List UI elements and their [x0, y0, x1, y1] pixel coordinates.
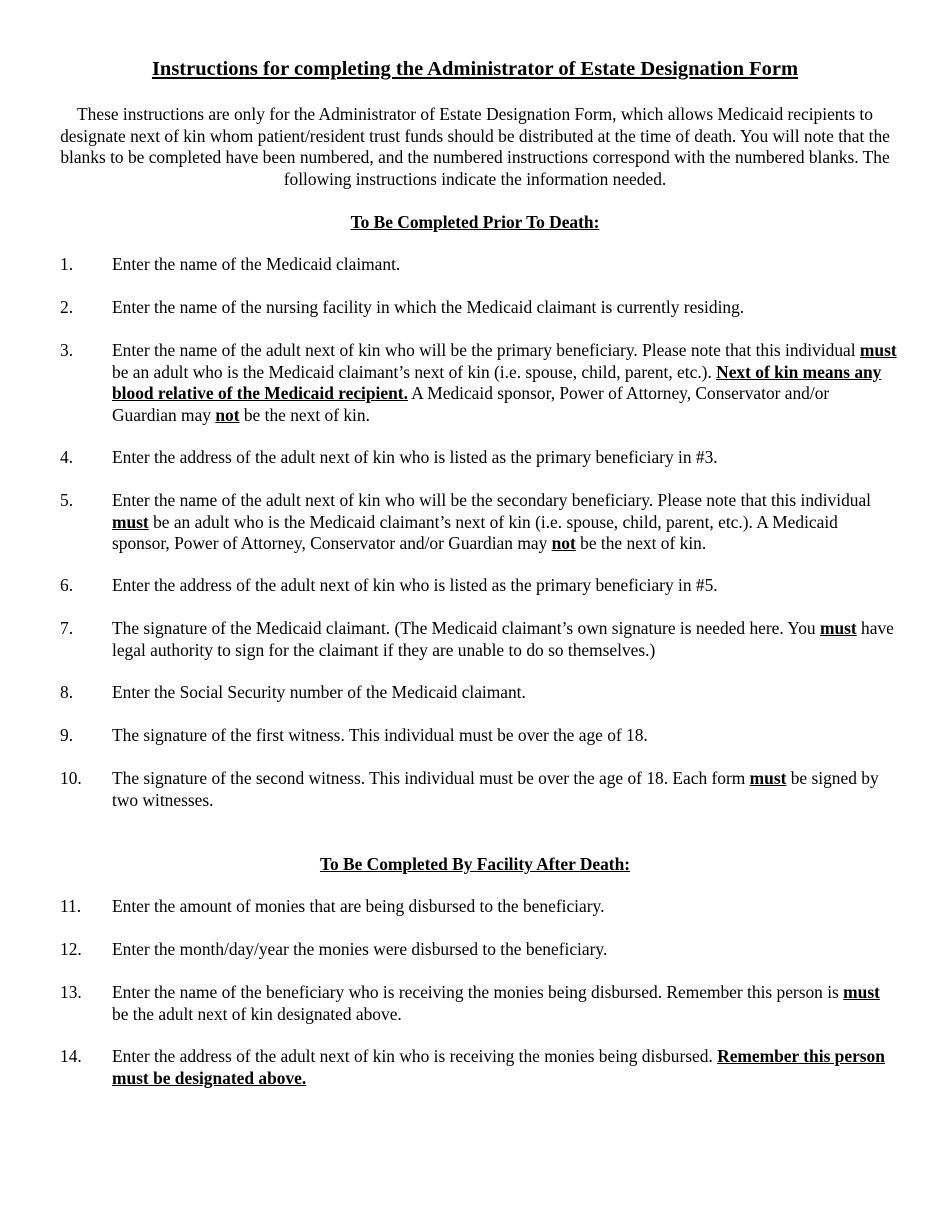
- item-text: Enter the name of the nursing facility in which the Medicaid claimant is currently residing.: [112, 297, 745, 317]
- item-text: Enter the address of the adult next of kin who is listed as the primary beneficiary in #5.: [112, 575, 718, 595]
- instruction-item-4: [60, 447, 898, 469]
- item-text-part: Enter the address of the adult next of kin who is receiving the monies being disbursed.: [112, 1046, 718, 1066]
- item-text: Enter the month/day/year the monies were disbursed to the beneficiary.: [112, 939, 608, 959]
- section-heading-prior-to-death: To Be Completed Prior To Death:: [350, 212, 600, 232]
- instruction-item-10: [60, 768, 898, 811]
- item-text: [112, 340, 898, 426]
- instruction-item-3: [60, 340, 898, 426]
- emphasis-remember: Remember this person must be designated above.: [112, 1046, 885, 1088]
- item-number: 8.: [60, 682, 74, 702]
- emphasis-must: must: [843, 982, 880, 1002]
- instruction-item-6: [60, 575, 898, 597]
- item-text-part: have legal authority to sign for the claimant if they are unable to do so themselves.): [112, 618, 894, 660]
- item-text-part: Enter the name of the beneficiary who is receiving the monies being disbursed. Remember this person is: [112, 982, 844, 1002]
- instruction-item-14: [60, 1046, 898, 1089]
- item-text-part: be the next of kin.: [239, 404, 370, 425]
- item-number: 11.: [60, 896, 82, 916]
- emphasis-not: not: [551, 533, 576, 553]
- instruction-item-11: [60, 896, 898, 918]
- item-number: 12.: [60, 939, 82, 959]
- item-number: 2.: [60, 297, 74, 317]
- instruction-item-5: [60, 490, 898, 555]
- item-text: [112, 982, 898, 1025]
- item-text: [112, 618, 898, 661]
- item-text-part: be the adult next of kin designated above.: [112, 1003, 402, 1024]
- item-text-part: be the next of kin.: [575, 533, 707, 553]
- item-text-part: be an adult who is the Medicaid claimant’s next of kin (i.e. spouse, child, parent, etc.).: [112, 361, 717, 382]
- item-number: 1.: [60, 254, 74, 274]
- item-text-part: Enter the name of the adult next of kin who will be the primary beneficiary. Please note that this individual: [112, 340, 860, 360]
- instruction-item-8: [60, 682, 898, 704]
- item-text: The signature of the first witness. This individual must be over the age of 18.: [112, 725, 648, 745]
- instruction-item-9: [60, 725, 898, 747]
- item-text: [112, 490, 898, 555]
- intro-paragraph: These instructions are only for the Administrator of Estate Designation Form, which allows Medicaid recipients to designate next of kin whom patient/resident trust funds should be distributed at the time of death. You will note that the blanks to be completed have been numbered, and the numbered instructions correspond with the numbered blanks. The following instructions indicate the information needed.: [60, 104, 890, 189]
- emphasis-next-of-kin-definition: Next of kin means any blood relative of the Medicaid recipient.: [112, 361, 882, 403]
- instruction-item-12: [60, 939, 898, 961]
- item-text-part: be signed by two witnesses.: [112, 768, 879, 810]
- emphasis-must: must: [749, 768, 787, 788]
- item-number: 3.: [60, 340, 74, 360]
- emphasis-not: not: [215, 404, 240, 425]
- item-number: 9.: [60, 725, 74, 745]
- section-heading-after-death: To Be Completed By Facility After Death:: [319, 854, 631, 874]
- item-text-part: The signature of the Medicaid claimant. (The Medicaid claimant’s own signature is needed here. You: [112, 618, 820, 638]
- item-text-part: be an adult who is the Medicaid claimant’s next of kin (i.e. spouse, child, parent, etc.). A Medicaid sponsor, Power of Attorney, Conservator and/or Guardian may: [112, 511, 838, 553]
- emphasis-must: must: [819, 618, 857, 638]
- instruction-item-7: [60, 618, 898, 661]
- item-text-part: A Medicaid sponsor, Power of Attorney, Conservator and/or Guardian may: [112, 383, 830, 425]
- item-number: 10.: [60, 768, 82, 788]
- item-text: Enter the Social Security number of the Medicaid claimant.: [112, 682, 526, 702]
- item-number: 14.: [60, 1046, 82, 1066]
- item-text-part: The signature of the second witness. This individual must be over the age of 18. Each form: [112, 768, 750, 788]
- item-number: 6.: [60, 575, 74, 595]
- item-text: Enter the amount of monies that are being disbursed to the beneficiary.: [112, 896, 605, 916]
- item-text: Enter the name of the Medicaid claimant.: [112, 254, 401, 274]
- item-text: Enter the address of the adult next of kin who is listed as the primary beneficiary in #3.: [112, 447, 718, 467]
- emphasis-must: must: [112, 511, 149, 532]
- instruction-item-2: [60, 297, 898, 319]
- item-number: 13.: [60, 982, 82, 1002]
- emphasis-must: must: [859, 340, 897, 360]
- item-number: 7.: [60, 618, 74, 638]
- item-number: 5.: [60, 490, 74, 510]
- item-text-part: Enter the name of the adult next of kin who will be the secondary beneficiary. Please note that this individual: [112, 490, 872, 510]
- item-number: 4.: [60, 447, 74, 467]
- page-title: Instructions for completing the Administrator of Estate Designation Form: [151, 58, 799, 80]
- item-text: [112, 768, 898, 811]
- item-text: [112, 1046, 898, 1089]
- instruction-item-13: [60, 982, 898, 1025]
- instruction-item-1: [60, 254, 898, 276]
